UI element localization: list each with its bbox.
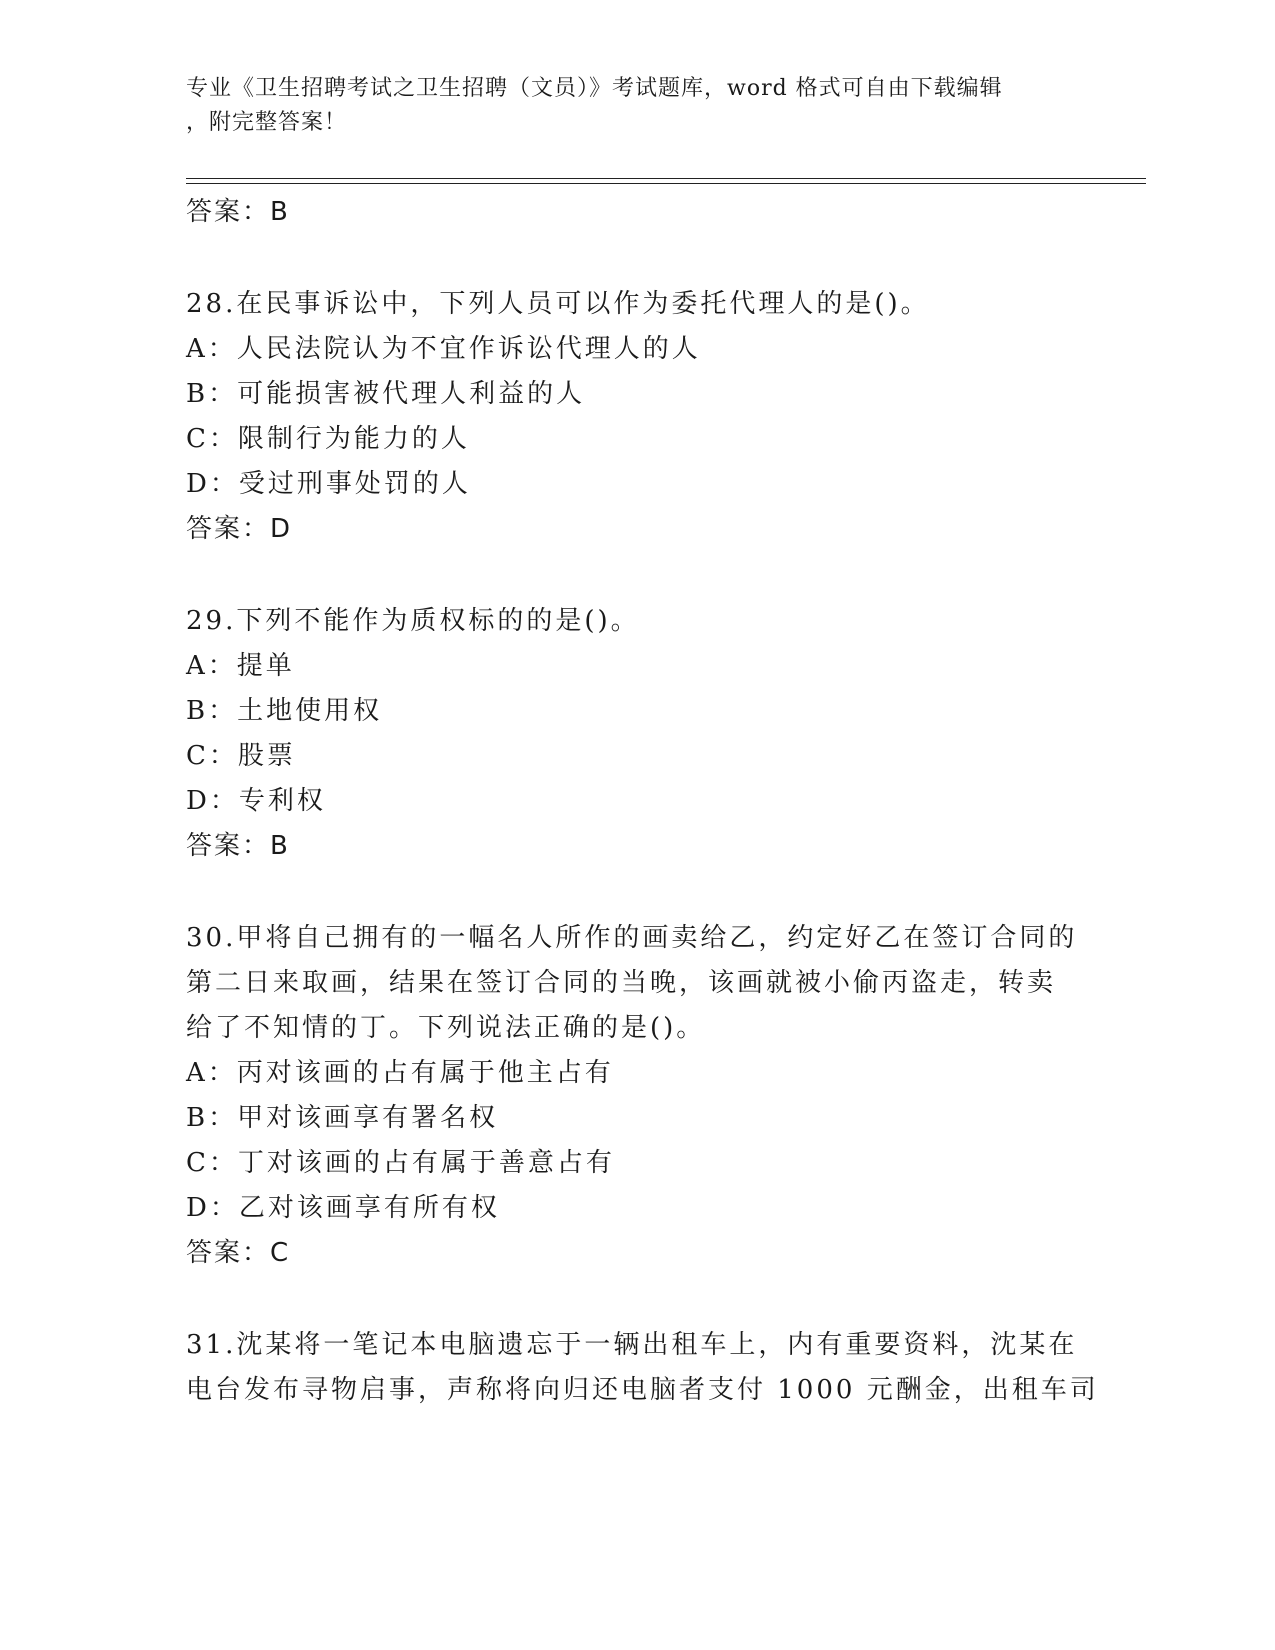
option-b: B：土地使用权: [186, 696, 383, 726]
page-header: 专业《卫生招聘考试之卫生招聘（文员）》考试题库，word 格式可自由下载编辑 ，附完整答案！: [186, 76, 1003, 135]
question-stem: 30.甲将自己拥有的一幅名人所作的画卖给乙，约定好乙在签订合同的: [186, 923, 1078, 953]
option-d: D：专利权: [186, 786, 326, 816]
option-d: D：受过刑事处罚的人: [186, 469, 471, 499]
question-stem: 给了不知情的丁。下列说法正确的是()。: [186, 1013, 706, 1043]
question-block: [186, 916, 1086, 1276]
answer-line: 答案：B: [186, 831, 290, 861]
option-a: A：丙对该画的占有属于他主占有: [186, 1058, 614, 1088]
question-stem: 第二日来取画，结果在签订合同的当晚，该画就被小偷丙盗走，转卖: [186, 968, 1057, 998]
question-block: [186, 282, 1086, 552]
header-divider-top: [186, 178, 1146, 179]
option-a: A：提单: [186, 651, 295, 681]
question-stem: 31.沈某将一笔记本电脑遗忘于一辆出租车上，内有重要资料，沈某在: [186, 1330, 1078, 1360]
option-a: A：人民法院认为不宜作诉讼代理人的人: [186, 334, 701, 364]
option-b: B：甲对该画享有署名权: [186, 1103, 499, 1133]
question-block: [186, 599, 1086, 869]
option-c: C：限制行为能力的人: [186, 424, 470, 454]
option-d: D：乙对该画享有所有权: [186, 1193, 500, 1223]
question-block: [186, 1323, 1099, 1413]
option-c: C：丁对该画的占有属于善意占有: [186, 1148, 615, 1178]
answer-line: 答案：C: [186, 1238, 291, 1268]
question-content: [186, 190, 1099, 1413]
option-c: C：股票: [186, 741, 296, 771]
option-b: B：可能损害被代理人利益的人: [186, 379, 586, 409]
answer-line: 答案：D: [186, 514, 293, 544]
question-stem: 29.下列不能作为质权标的的是()。: [186, 606, 640, 636]
header-divider-bottom: [186, 183, 1146, 184]
question-stem: 电台发布寻物启事，声称将向归还电脑者支付 1000 元酬金，出租车司: [186, 1375, 1099, 1405]
answer-line: 答案：B: [186, 197, 290, 227]
question-stem: 28.在民事诉讼中，下列人员可以作为委托代理人的是()。: [186, 289, 930, 319]
